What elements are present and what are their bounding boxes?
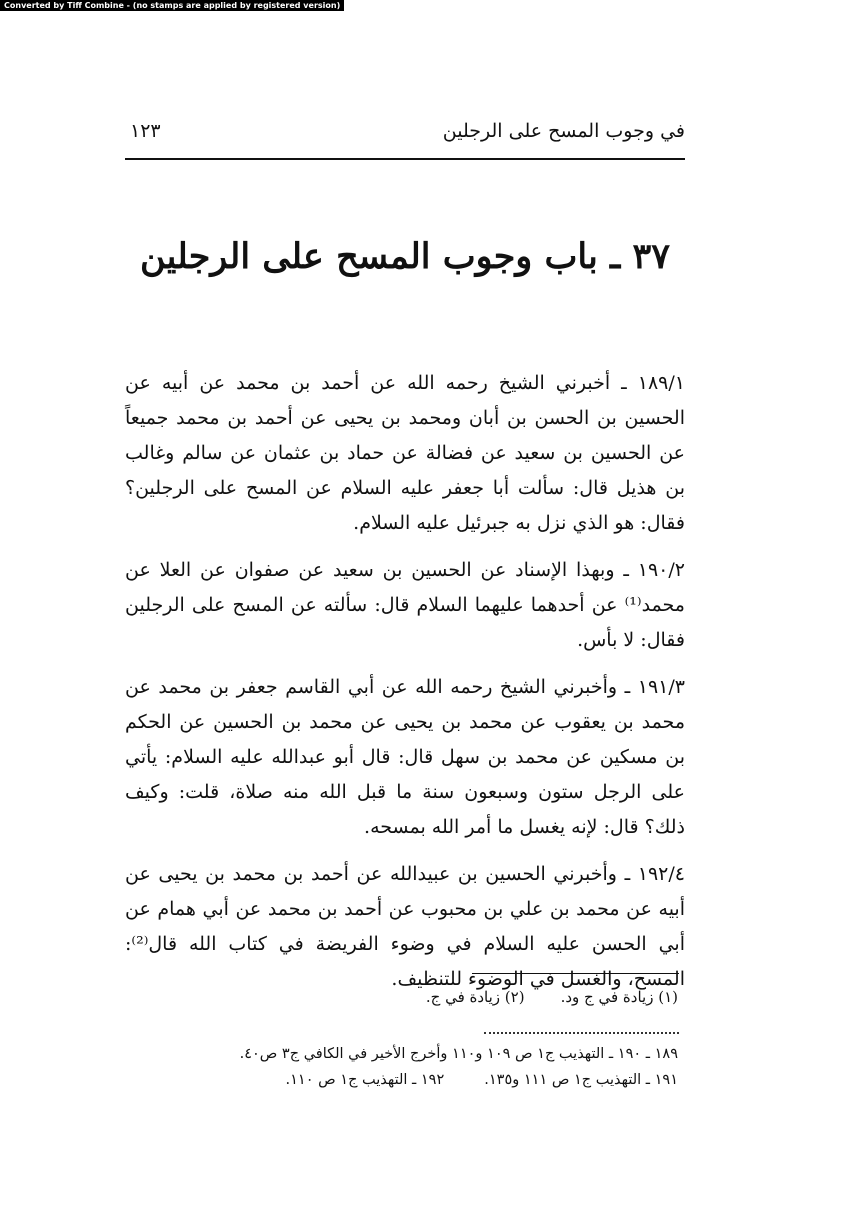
reference-192: ١٩٢ ـ التهذيب ج١ ص ١١٠. (285, 1072, 445, 1088)
hadith-paragraph-192: ١٩٢/٤ ـ وأخبرني الحسين بن عبيدالله عن أحمد بن محمد بن يحيى عن أبيه عن محمد بن علي بن محبوب عن أحمد بن محمد عن أبي همام عن أبي الحسن عليه السلام في وضوء الفريضة في كتاب الله قال⁽²⁾: المسح، والغسل في الوضوء للتنظيف. (125, 863, 685, 990)
converter-banner: Converted by Tiff Combine - (no stamps are applied by registered version) (0, 0, 344, 11)
reference-line-2 (125, 1067, 678, 1093)
footnote-1: (١) زيادة في ج ود. (560, 988, 678, 1006)
footnotes (426, 985, 678, 1009)
body-text (125, 366, 685, 1009)
header-title: في وجوب المسح على الرجلين (442, 120, 685, 142)
running-header (125, 116, 685, 150)
footnote-2: (٢) زيادة في ج. (425, 988, 525, 1006)
reference-191: ١٩١ ـ التهذيب ج١ ص ١١١ و١٣٥. (484, 1072, 678, 1088)
hadith-paragraph-191: ١٩١/٣ ـ وأخبرني الشيخ رحمه الله عن أبي القاسم جعفر بن محمد عن محمد بن يعقوب عن محمد بن يحيى عن محمد بن الحسين عن الحكم بن مسكين عن محمد بن سهل قال: قال أبو عبدالله عليه السلام: يأتي على الرجل ستون وسبعون سنة ما قبل الله منه صلاة، قلت: وكيف ذلك؟ قال: لإنه يغسل ما أمر الله بمسحه. (125, 676, 685, 838)
chapter-title: ٣٧ ـ باب وجوب المسح على الرجلين (139, 236, 671, 277)
dotted-separator (484, 1032, 679, 1034)
reference-line-1: ١٨٩ ـ ١٩٠ ـ التهذيب ج١ ص ١٠٩ و١١٠ وأخرج الأخير في الكافي ج٣ ص٤٠. (239, 1046, 678, 1062)
footnote-rule (472, 973, 679, 974)
hadith-paragraph-189: ١٨٩/١ ـ أخبرني الشيخ رحمه الله عن أحمد بن محمد عن أبيه عن الحسين بن الحسن بن أبان ومحمد بن يحيى عن أحمد بن محمد جميعاً عن الحسين بن سعيد عن فضالة عن حماد بن عثمان عن سالم وغالب بن هذيل قال: سألت أبا جعفر عليه السلام عن المسح على الرجلين؟ فقال: هو الذي نزل به جبرئيل عليه السلام. (125, 372, 685, 534)
page-number: ١٢٣ (130, 120, 161, 142)
header-rule (125, 158, 685, 160)
hadith-paragraph-190: ١٩٠/٢ ـ وبهذا الإسناد عن الحسين بن سعيد عن صفوان عن العلا عن محمد⁽¹⁾ عن أحدهما عليهما السلام قال: سألته عن المسح على الرجلين فقال: لا بأس. (125, 559, 685, 651)
source-references (125, 1041, 678, 1093)
